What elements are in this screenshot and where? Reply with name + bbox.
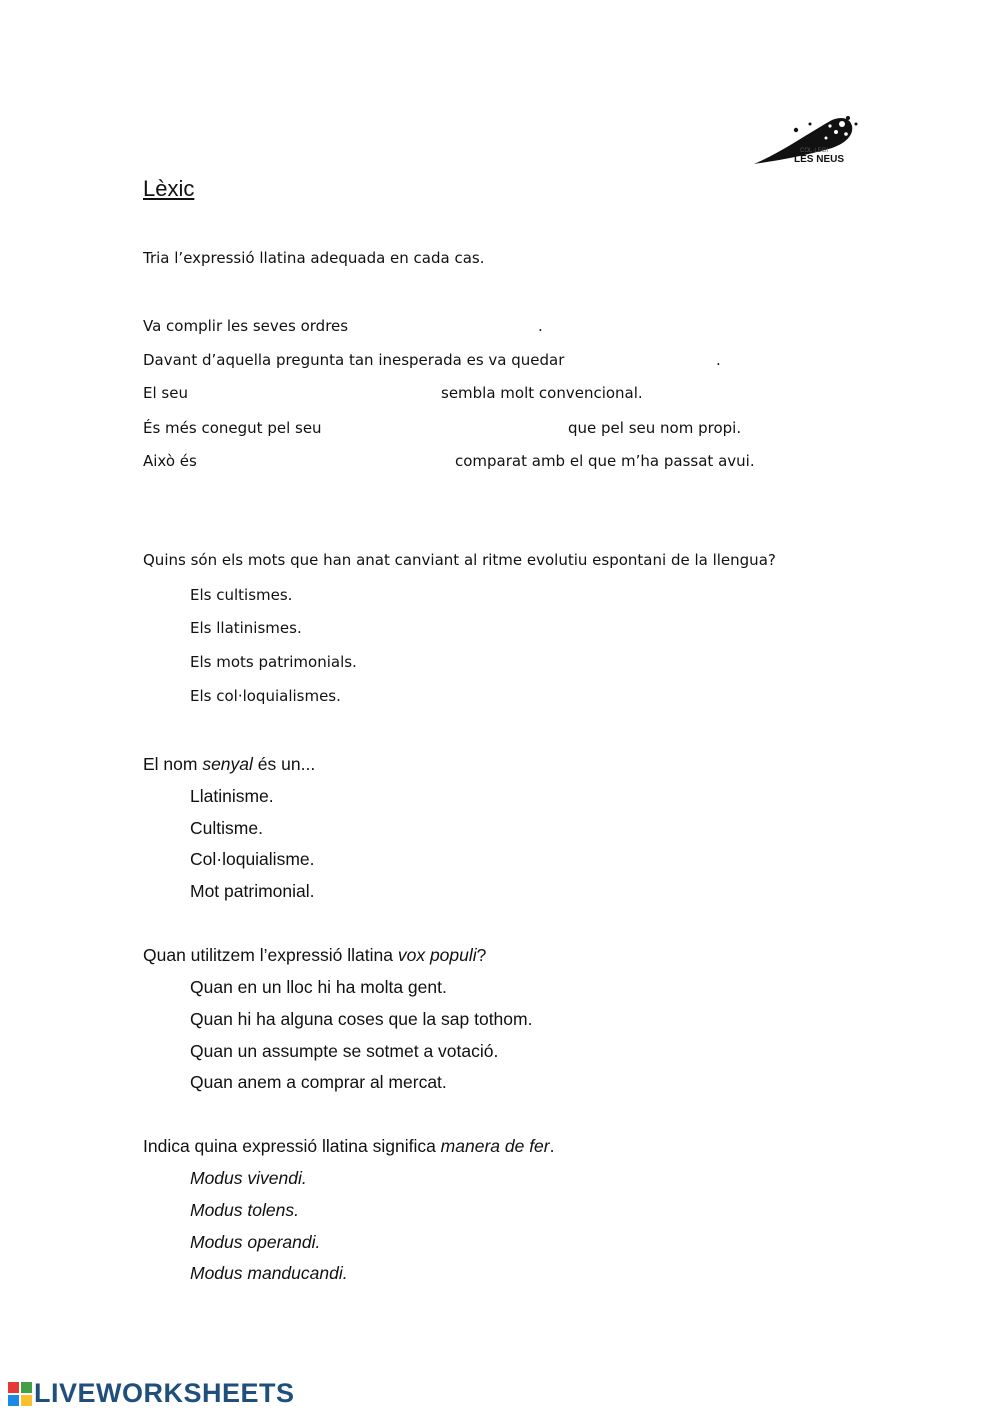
- fill-blank-1[interactable]: [350, 316, 535, 336]
- q3-option[interactable]: Quan en un lloc hi ha molta gent.: [190, 977, 447, 997]
- q1-option[interactable]: Els cultismes.: [190, 586, 293, 604]
- q3-option[interactable]: Quan un assumpte se sotmet a votació.: [190, 1041, 499, 1061]
- q3-question-pre: Quan utilitzem l’expressió llatina: [143, 945, 398, 965]
- liveworksheets-wordmark: LIVEWORKSHEETS: [34, 1378, 295, 1408]
- q4-option[interactable]: Modus operandi.: [190, 1232, 321, 1252]
- q1-option[interactable]: Els mots patrimonials.: [190, 653, 357, 671]
- liveworksheets-blocks-icon: [8, 1382, 32, 1406]
- q2-option[interactable]: Cultisme.: [190, 818, 263, 838]
- page-title: Lèxic: [143, 176, 195, 201]
- logo-small-text: COL·LEGI: [800, 148, 829, 154]
- fill-blank-3[interactable]: [192, 383, 436, 403]
- q1-option[interactable]: Els col·loquialismes.: [190, 687, 341, 705]
- fill-line-5-before: Això és: [143, 452, 197, 470]
- q1-option[interactable]: Els llatinismes.: [190, 619, 302, 637]
- q2-question-pre: El nom: [143, 754, 203, 774]
- fill-line-4-after: que pel seu nom propi.: [568, 419, 742, 437]
- q4-option[interactable]: Modus vivendi.: [190, 1168, 307, 1188]
- q2-question-italic: senyal: [202, 754, 253, 774]
- q3-question: [143, 945, 486, 966]
- q2-option[interactable]: Mot patrimonial.: [190, 881, 315, 901]
- fill-line-3-after: sembla molt convencional.: [441, 384, 643, 402]
- q4-question-italic: manera de fer: [440, 1136, 550, 1156]
- fill-blank-4[interactable]: [322, 418, 562, 438]
- fill-blank-5[interactable]: [200, 451, 448, 471]
- fill-line-2-before: Davant d’aquella pregunta tan inesperada es va quedar: [143, 351, 565, 369]
- q2-option[interactable]: Llatinisme.: [190, 786, 274, 806]
- q2-question: [143, 754, 315, 775]
- fill-line-2-after: .: [716, 351, 721, 369]
- logo-name: LES NEUS: [794, 154, 845, 165]
- q4-option[interactable]: Modus manducandi.: [190, 1263, 348, 1283]
- q4-option[interactable]: Modus tolens.: [190, 1200, 299, 1220]
- q4-question-post: .: [549, 1136, 555, 1156]
- q1-question: Quins són els mots que han anat canviant al ritme evolutiu espontani de la llengua?: [143, 551, 776, 569]
- q3-question-post: ?: [476, 945, 487, 965]
- q2-question-post: és un...: [252, 754, 316, 774]
- fill-line-5-after: comparat amb el que m’ha passat avui.: [455, 452, 755, 470]
- fill-line-1-before: Va complir les seves ordres: [143, 317, 349, 335]
- fill-blank-2[interactable]: [562, 350, 714, 370]
- q4-question: [143, 1136, 555, 1157]
- q3-question-italic: vox populi: [397, 945, 477, 965]
- q2-option[interactable]: Col·loquialisme.: [190, 849, 315, 869]
- fill-line-3-before: El seu: [143, 384, 188, 402]
- q3-option[interactable]: Quan hi ha alguna coses que la sap tothom.: [190, 1009, 533, 1029]
- fill-line-1: [143, 317, 348, 335]
- fill-line-4-before: És més conegut pel seu: [143, 419, 322, 437]
- q4-question-pre: Indica quina expressió llatina significa: [143, 1136, 441, 1156]
- q3-option[interactable]: Quan anem a comprar al mercat.: [190, 1072, 447, 1092]
- exercise1-instruction: Tria l’expressió llatina adequada en cada cas.: [143, 249, 485, 267]
- school-logo: [752, 112, 862, 172]
- fill-line-1-after: .: [538, 317, 543, 335]
